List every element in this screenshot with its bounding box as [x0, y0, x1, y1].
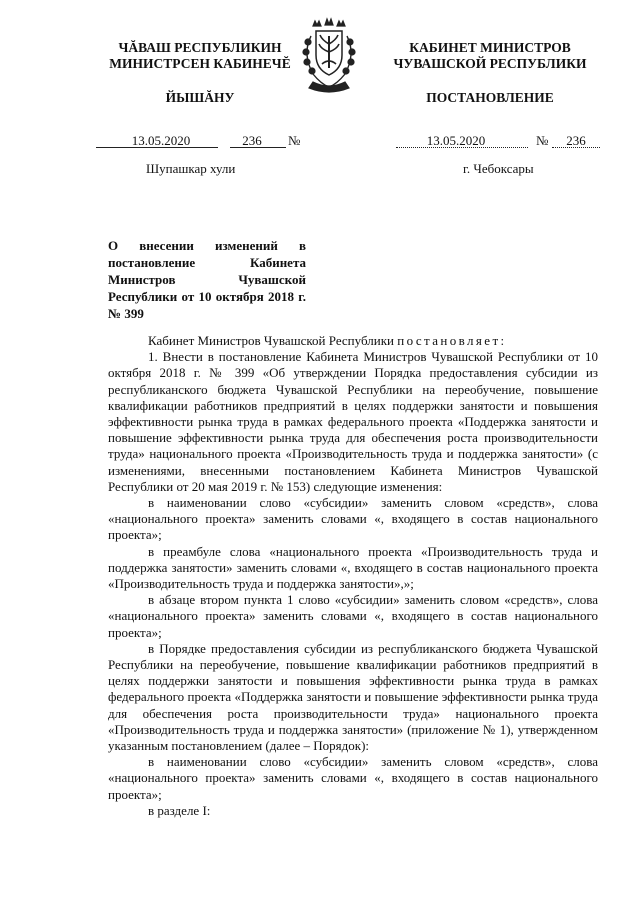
- date-dotline-right: [396, 147, 528, 148]
- header-right: [390, 40, 590, 106]
- date-left: 13.05.2020: [131, 133, 191, 148]
- coat-of-arms-emblem: [289, 14, 369, 96]
- crown-icon: [313, 19, 345, 26]
- body-paragraph: в Порядке предоставления субсидии из республиканского бюджета Чувашской Республики на переобучение, повышение квалификации работников предприятий в целях поддержки занятости и повышения эффективности рынка труда в рамках федерального проекта «Поддержка занятости и повышение эффективности рынка труда для обеспечения роста производительности труда» национального проекта «Производительность труда и поддержка занятости» (приложение № 1), утвержденном указанным постановлением (далее – Порядок):: [108, 640, 598, 754]
- header-right-doc-type: ПОСТАНОВЛЕНИЕ: [426, 90, 554, 105]
- intro-spaced: постановляет:: [397, 333, 507, 348]
- city-right: г. Чебоксары: [463, 161, 534, 176]
- document-subject: О внесении изменений в постановление Кабинета Министров Чувашской Республики от 10 октября 2018 г. № 399: [108, 238, 306, 321]
- date-underline-left: [96, 147, 218, 148]
- body-paragraph: в наименовании слово «субсидии» заменить словом «средств», слова «национального проекта» заменить словами «, входящего в состав национального проекта»;: [108, 754, 598, 802]
- header-left: [100, 40, 300, 106]
- intro-paragraph: [108, 333, 598, 349]
- date-right: 13.05.2020: [426, 133, 486, 148]
- city-left: Шупашкар хули: [146, 161, 236, 176]
- intro-prefix: Кабинет Министров Чувашской Республики: [148, 333, 394, 348]
- header-left-line1: ЧĂВАШ РЕСПУБЛИКИН: [118, 40, 282, 55]
- header-right-line1: КАБИНЕТ МИНИСТРОВ: [409, 40, 571, 55]
- number-dotline-right: [552, 147, 600, 148]
- number-row-left: [96, 133, 306, 147]
- body-paragraph: 1. Внести в постановление Кабинета Министров Чувашской Республики от 10 октября 2018 г. № 399 «Об утверждении Порядка предоставления субсидии из республиканского бюджета Чувашской Республики на переобучение, повышение квалификации работников предприятий в целях поддержки занятости и повышения эффективности рынка труда в рамках федерального проекта «Поддержка занятости и повышение эффективности рынка труда для обеспечения роста производительности труда» национального проекта «Производительность труда и поддержка занятости» (с изменениями, внесенными постановлением Кабинета Министров Чувашской Республики от 20 мая 2019 г. № 153) следующие изменения:: [108, 349, 598, 494]
- document-body: [108, 333, 598, 819]
- number-right: 236: [566, 133, 586, 148]
- number-underline-left: [230, 147, 286, 148]
- number-row-right: [396, 133, 602, 147]
- body-paragraph: в разделе I:: [148, 802, 211, 818]
- number-left: 236: [242, 133, 262, 148]
- body-paragraph: в преамбуле слова «национального проекта «Производительность труда и поддержка занятости» заменить словами «, входящего в состав национального проекта «Производительность труда и поддержка занятости»,»;: [108, 543, 598, 592]
- header-right-line2: ЧУВАШСКОЙ РЕСПУБЛИКИ: [393, 56, 587, 71]
- body-paragraph: в абзаце втором пункта 1 слово «субсидии» заменить словом «средств», слова «национального проекта» заменить словами «, входящего в состав национального проекта»;: [108, 592, 598, 640]
- body-paragraph: в наименовании слово «субсидии» заменить словом «средств», слова «национального проекта» заменить словами «, входящего в состав национального проекта»;: [108, 495, 598, 543]
- number-sign-right: №: [536, 133, 549, 148]
- header-left-line2: МИНИСТРСЕН КАБИНЕЧĔ: [109, 56, 291, 71]
- number-sign-left: №: [288, 133, 301, 148]
- header-left-doc-type: ЙЫШĂНУ: [165, 90, 235, 105]
